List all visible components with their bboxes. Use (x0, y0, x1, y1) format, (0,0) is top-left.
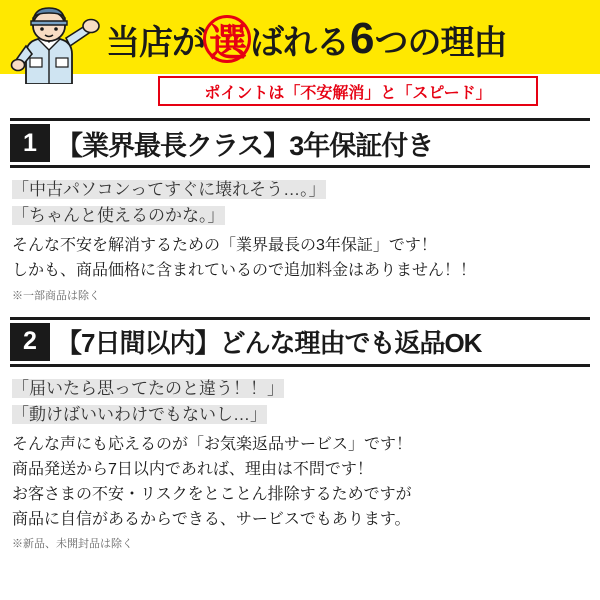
reason-section-2 (0, 317, 600, 551)
section-2-title-row (10, 317, 590, 367)
section-2-title: 【7日間以内】どんな理由でも返品OK (56, 328, 482, 359)
section-2-note: ※新品、未開封品は除く (12, 538, 133, 551)
section-1-body-1: そんな不安を解消するための「業界最長の3年保証」です！ (12, 237, 437, 255)
section-2-body-2: 商品発送から7日以内であれば、理由は不問です！ (12, 460, 373, 478)
section-2-number: 2 (10, 323, 50, 361)
section-2-quote-2: 「動けばいいわけでもないし…」 (12, 404, 267, 424)
section-1-title: 【業界最長クラス】3年保証付き (56, 130, 434, 161)
section-1-quote-2: 「ちゃんと使えるのかな。」 (12, 205, 225, 225)
headline-part-2-circled: 選 (205, 12, 250, 67)
section-2-body-3: お客さまの不安・リスクをとことん排除するためですが (12, 485, 412, 503)
header-subline: ポイントは「不安解消」と「スピード」 (158, 76, 538, 106)
staff-mascot-illustration (4, 2, 100, 84)
reason-section-1 (0, 118, 600, 303)
section-1-body-2: しかも、商品価格に含まれているので追加料金はありません！！ (12, 262, 477, 280)
section-1-note: ※一部商品は除く (12, 289, 100, 302)
headline-part-3: ばれる (250, 23, 350, 62)
section-2-body-4: 商品に自信があるからできる、サービスでもあります。 (12, 510, 411, 528)
headline-part-1: 当店が (106, 23, 205, 62)
headline-part-5: つの理由 (374, 23, 507, 62)
section-2-quote-1: 「届いたら思ってたのと違う！！」 (12, 378, 284, 398)
page-title (106, 8, 594, 70)
section-1-quote-1: 「中古パソコンってすぐに壊れそう…。」 (12, 180, 326, 199)
headline-part-4-number: 6 (350, 14, 374, 63)
section-2-body-1: そんな声にも応えるのが「お気楽返品サービス」です！ (12, 436, 413, 454)
section-1-number: 1 (10, 124, 50, 162)
page-header (0, 0, 600, 118)
section-1-title-row (10, 118, 590, 168)
